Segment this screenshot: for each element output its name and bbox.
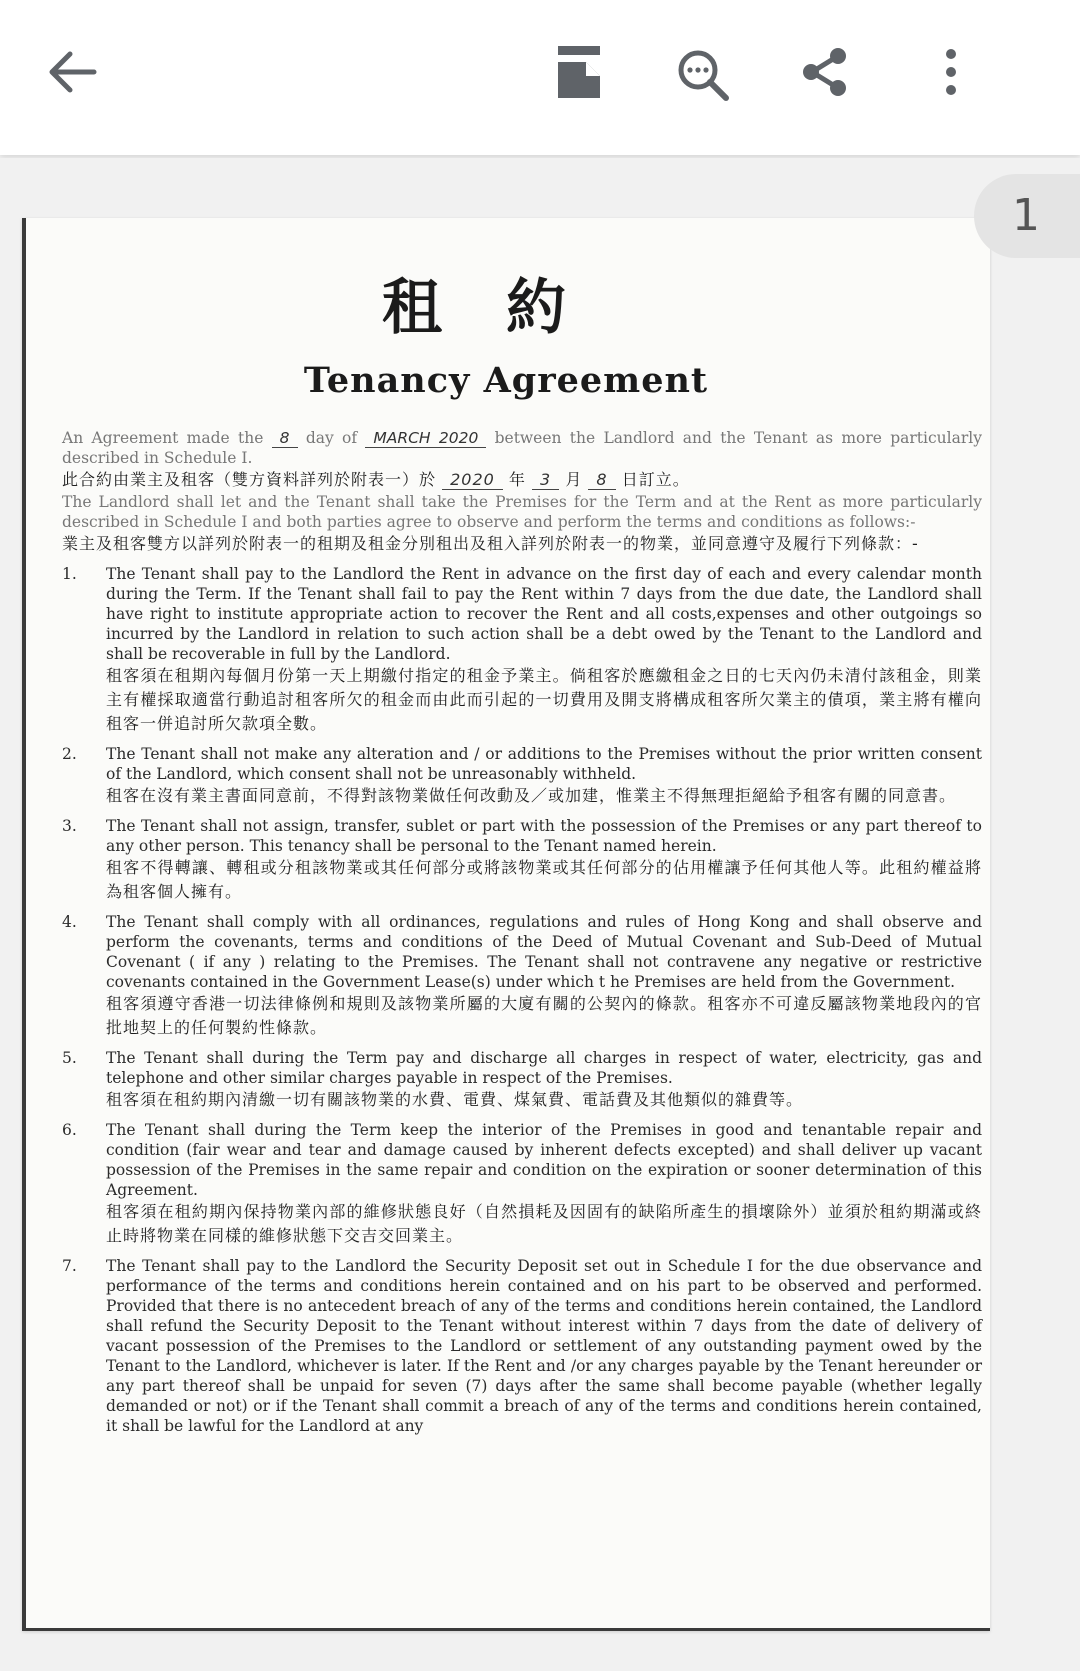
- intro-day-value: 8: [272, 429, 298, 448]
- clause-english: The Tenant shall pay to the Landlord the Security Deposit set out in Schedule I for the due observance and performance of the terms and conditions herein contained and on his part to be observed and performed. Provided that there is no antecedent breach of any of the terms and conditions herein contained, the Landlord shall refund the Security Deposit to the Tenant without interest within 7 days from the date of delivery of vacant possession of the Premises to the Landlord or settlement of any outstanding payment owed by the Tenant to the Landlord, whichever is later. If the Rent and /or any charges payable by the Tenant hereunder or any part thereof shall be unpaid for seven (7) days after the same shall become payable (whether legally demanded or not) or if the Tenant shall commit a breach of any of the terms and conditions herein contained, it shall be lawful for the Landlord at any: [106, 1257, 982, 1435]
- intro-text-1: An Agreement made the: [62, 429, 264, 447]
- arrow-left-icon: [46, 48, 98, 96]
- share-icon: [800, 46, 850, 98]
- intro-text-2: day of: [305, 429, 358, 447]
- share-button[interactable]: [800, 46, 850, 98]
- intro2-chinese: 業主及租客雙方以詳列於附表一的租期及租金分別租出及租入詳列於附表一的物業，並同意遵守及履行下列條款：-: [62, 534, 919, 553]
- clause-7: [62, 1256, 982, 1436]
- clause-number: 1.: [62, 565, 77, 583]
- intro2-english: The Landlord shall let and the Tenant shall take the Premises for the Term and at the Rent as more particularly described in Schedule I and both parties agree to observe and perform the terms and conditions as follows:-: [62, 493, 982, 531]
- intro-cn-nian: 年: [508, 470, 526, 489]
- clause-number: 6.: [62, 1121, 77, 1139]
- search-button[interactable]: [676, 48, 730, 102]
- clause-1: [62, 564, 982, 736]
- clause-english: The Tenant shall during the Term keep the interior of the Premises in good and tenantable repair and condition (fair wear and tear and damage caused by inherent defects excepted) and shall deliver up vacant possession of the Premises in the same repair and condition on the expiration or sooner determination of this Agreement.: [106, 1121, 982, 1199]
- page-layout-icon: [556, 44, 602, 100]
- intro-cn-day: 8: [588, 470, 615, 490]
- document-page: [22, 218, 990, 1631]
- page-layout-button[interactable]: [556, 44, 602, 100]
- intro-cn-year: 2020: [442, 470, 503, 490]
- clause-number: 7.: [62, 1257, 77, 1275]
- more-options-button[interactable]: [938, 48, 964, 96]
- document-title-chinese: 租約: [382, 273, 630, 343]
- clause-number: 5.: [62, 1049, 77, 1067]
- clause-chinese: 租客在沒有業主書面同意前，不得對該物業做任何改動及／或加建，惟業主不得無理拒絕給予租客有關的同意書。: [106, 786, 957, 805]
- intro-cn-month: 3: [532, 470, 559, 490]
- back-button[interactable]: [46, 48, 98, 96]
- clause-english: The Tenant shall not assign, transfer, sublet or part with the possession of the Premises or any part thereof to any other person. This tenancy shall be personal to the Tenant named herein.: [106, 817, 982, 855]
- clause-6: [62, 1120, 982, 1248]
- clause-chinese: 租客不得轉讓、轉租或分租該物業或其任何部分或將該物業或其任何部分的佔用權讓予任何其他人等。此租約權益將為租客個人擁有。: [106, 858, 982, 901]
- clause-number: 4.: [62, 913, 77, 931]
- intro-section: [62, 428, 982, 556]
- intro-chinese: [62, 468, 982, 492]
- clause-4: [62, 912, 982, 1040]
- intro-cn-yue: 月: [565, 470, 583, 489]
- intro-cn-text: 此合約由業主及租客（雙方資料詳列於附表一）於: [62, 470, 437, 489]
- clause-number: 2.: [62, 745, 77, 763]
- clause-chinese: 租客須在租約期內清繳一切有關該物業的水費、電費、煤氣費、電話費及其他類似的雜費等。: [106, 1090, 804, 1109]
- clause-english: The Tenant shall comply with all ordinances, regulations and rules of Hong Kong and shall observe and perform the covenants, terms and conditions of the Deed of Mutual Covenant and Sub-Deed of Mutual Covenant ( if any ) relating to the Premises. The Tenant shall not contravene any negative or restrictive covenants contained in the Government Lease(s) under which t he Premises are held from the Government.: [106, 913, 982, 991]
- search-icon: [676, 48, 730, 102]
- clause-chinese: 租客須遵守香港一切法律條例和規則及該物業所屬的大廈有關的公契內的條款。租客亦不可違反屬該物業地段內的官批地契上的任何製約性條款。: [106, 994, 982, 1037]
- clause-english: The Tenant shall during the Term pay and discharge all charges in respect of water, electricity, gas and telephone and other similar charges payable in respect of the Premises.: [106, 1049, 982, 1087]
- clause-english: The Tenant shall pay to the Landlord the Rent in advance on the first day of each and every calendar month during the Term. If the Tenant shall fail to pay the Rent within 7 days from the due date, the Landlord shall have right to institute appropriate action to recover the Rent and all costs,expenses and other outgoings so incurred by the Landlord in relation to such action shall be a debt owed by the Tenant to the Landlord and shall be recoverable in full by the Landlord.: [106, 565, 982, 663]
- clause-5: [62, 1048, 982, 1112]
- clause-number: 3.: [62, 817, 77, 835]
- page-number-indicator: 1: [974, 174, 1080, 258]
- intro-month-year-value: MARCH 2020: [365, 429, 486, 448]
- document-title-english: Tenancy Agreement: [303, 360, 709, 401]
- intro-cn-ri: 日訂立。: [621, 470, 690, 489]
- top-app-bar: [0, 0, 1080, 155]
- clause-chinese: 租客須在租期內每個月份第一天上期繳付指定的租金予業主。倘租客於應繳租金之日的七天內仍未清付該租金，則業主有權採取適當行動追討租客所欠的租金而由此而引起的一切費用及開支將構成租客所欠業主的債項，業主將有權向租客一併追討所欠款項全數。: [106, 666, 982, 733]
- clause-chinese: 租客須在租約期內保持物業內部的維修狀態良好（自然損耗及因固有的缺陷所產生的損壞除外）並須於租約期滿或終止時將物業在同樣的維修狀態下交吉交回業主。: [106, 1202, 982, 1245]
- clause-english: The Tenant shall not make any alteration and / or additions to the Premises without the prior written consent of the Landlord, which consent shall not be unreasonably withheld.: [106, 745, 982, 783]
- clause-2: [62, 744, 982, 808]
- more-vert-icon: [938, 48, 964, 96]
- document-viewer[interactable]: [0, 158, 1080, 1671]
- document-body: [62, 428, 982, 1436]
- intro-english: [62, 428, 982, 468]
- clause-3: [62, 816, 982, 904]
- intro-text-3: between the Landlord and the Tenant as more particularly described in Schedule I.: [62, 429, 982, 467]
